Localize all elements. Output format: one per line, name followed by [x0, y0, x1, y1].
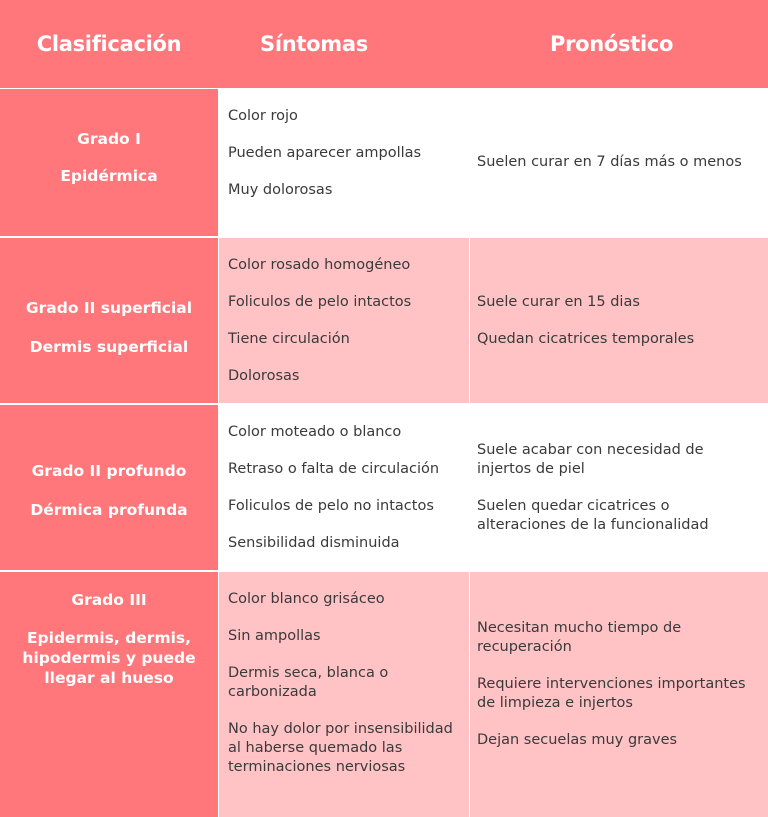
- symptom: Color moteado o blanco: [228, 424, 402, 440]
- layer-label: Dermis superficial: [29, 338, 189, 356]
- prognosis-item: Necesitan mucho tiempo de recuperación: [477, 620, 682, 655]
- header-classification: Clasificación: [36, 32, 182, 56]
- symptom: Color rosado homogéneo: [228, 257, 411, 273]
- layer-label: Dérmica profunda: [30, 501, 188, 519]
- symptom: Dolorosas: [228, 368, 300, 384]
- symptom: Sensibilidad disminuida: [228, 535, 400, 551]
- prognosis-item: Suelen curar en 7 días más o menos: [477, 154, 742, 170]
- table-row-grado-2-profundo: [0, 405, 768, 570]
- symptom: Dermis seca, blanca o carbonizada: [228, 665, 389, 700]
- row-divider: [0, 88, 768, 89]
- symptom: Foliculos de pelo intactos: [228, 294, 412, 310]
- symptom: Muy dolorosas: [228, 182, 333, 198]
- symptom: Tiene circulación: [228, 331, 350, 347]
- row-divider: [0, 404, 768, 405]
- table-row-grado-2-superficial: [0, 238, 768, 403]
- row-divider: [0, 237, 768, 238]
- layer-label: Epidérmica: [60, 167, 158, 185]
- symptom: No hay dolor por insensibilidad al haberse quemado las terminaciones nerviosas: [228, 721, 453, 775]
- grade-label: Grado III: [71, 591, 147, 609]
- grade-label: Grado II profundo: [31, 462, 187, 480]
- prognosis-item: Quedan cicatrices temporales: [477, 330, 695, 347]
- prognosis-cell: [470, 572, 768, 817]
- row-divider: [0, 571, 768, 572]
- classification-cell: [0, 89, 218, 236]
- grade-label: Grado I: [77, 130, 141, 148]
- symptom: Color rojo: [228, 108, 298, 124]
- symptom: Foliculos de pelo no intactos: [228, 498, 434, 514]
- prognosis-item: Suelen quedar cicatrices o alteraciones de la funcionalidad: [477, 497, 709, 533]
- prognosis-item: Dejan secuelas muy graves: [477, 732, 678, 748]
- symptom: Sin ampollas: [228, 628, 321, 644]
- header-prognosis: Pronóstico: [550, 32, 674, 56]
- prognosis-item: Suele curar en 15 dias: [477, 293, 640, 310]
- classification-cell: [0, 572, 218, 817]
- prognosis-cell: [470, 238, 768, 403]
- classification-cell: [0, 238, 218, 403]
- table-row-grado-1: [0, 89, 768, 236]
- prognosis-item: Suele acabar con necesidad de injertos de piel: [477, 441, 704, 477]
- symptom: Pueden aparecer ampollas: [228, 145, 422, 161]
- symptoms-cell: [219, 238, 469, 403]
- table-header: [0, 0, 768, 88]
- symptoms-cell: [219, 572, 469, 817]
- symptoms-cell: [219, 405, 469, 570]
- grade-label: Grado II superficial: [25, 299, 193, 317]
- prognosis-cell: [469, 89, 768, 236]
- table-row-grado-3: [0, 572, 768, 817]
- symptom: Retraso o falta de circulación: [228, 461, 440, 477]
- prognosis-cell: [470, 405, 768, 570]
- symptom: Color blanco grisáceo: [228, 591, 385, 607]
- classification-cell: [0, 405, 218, 570]
- layer-label: Epidermis, dermis, hipodermis y puede llegar al hueso: [22, 629, 196, 687]
- symptoms-cell: [219, 89, 469, 236]
- header-symptoms: Síntomas: [260, 32, 368, 56]
- prognosis-item: Requiere intervenciones importantes de limpieza e injertos: [477, 676, 746, 711]
